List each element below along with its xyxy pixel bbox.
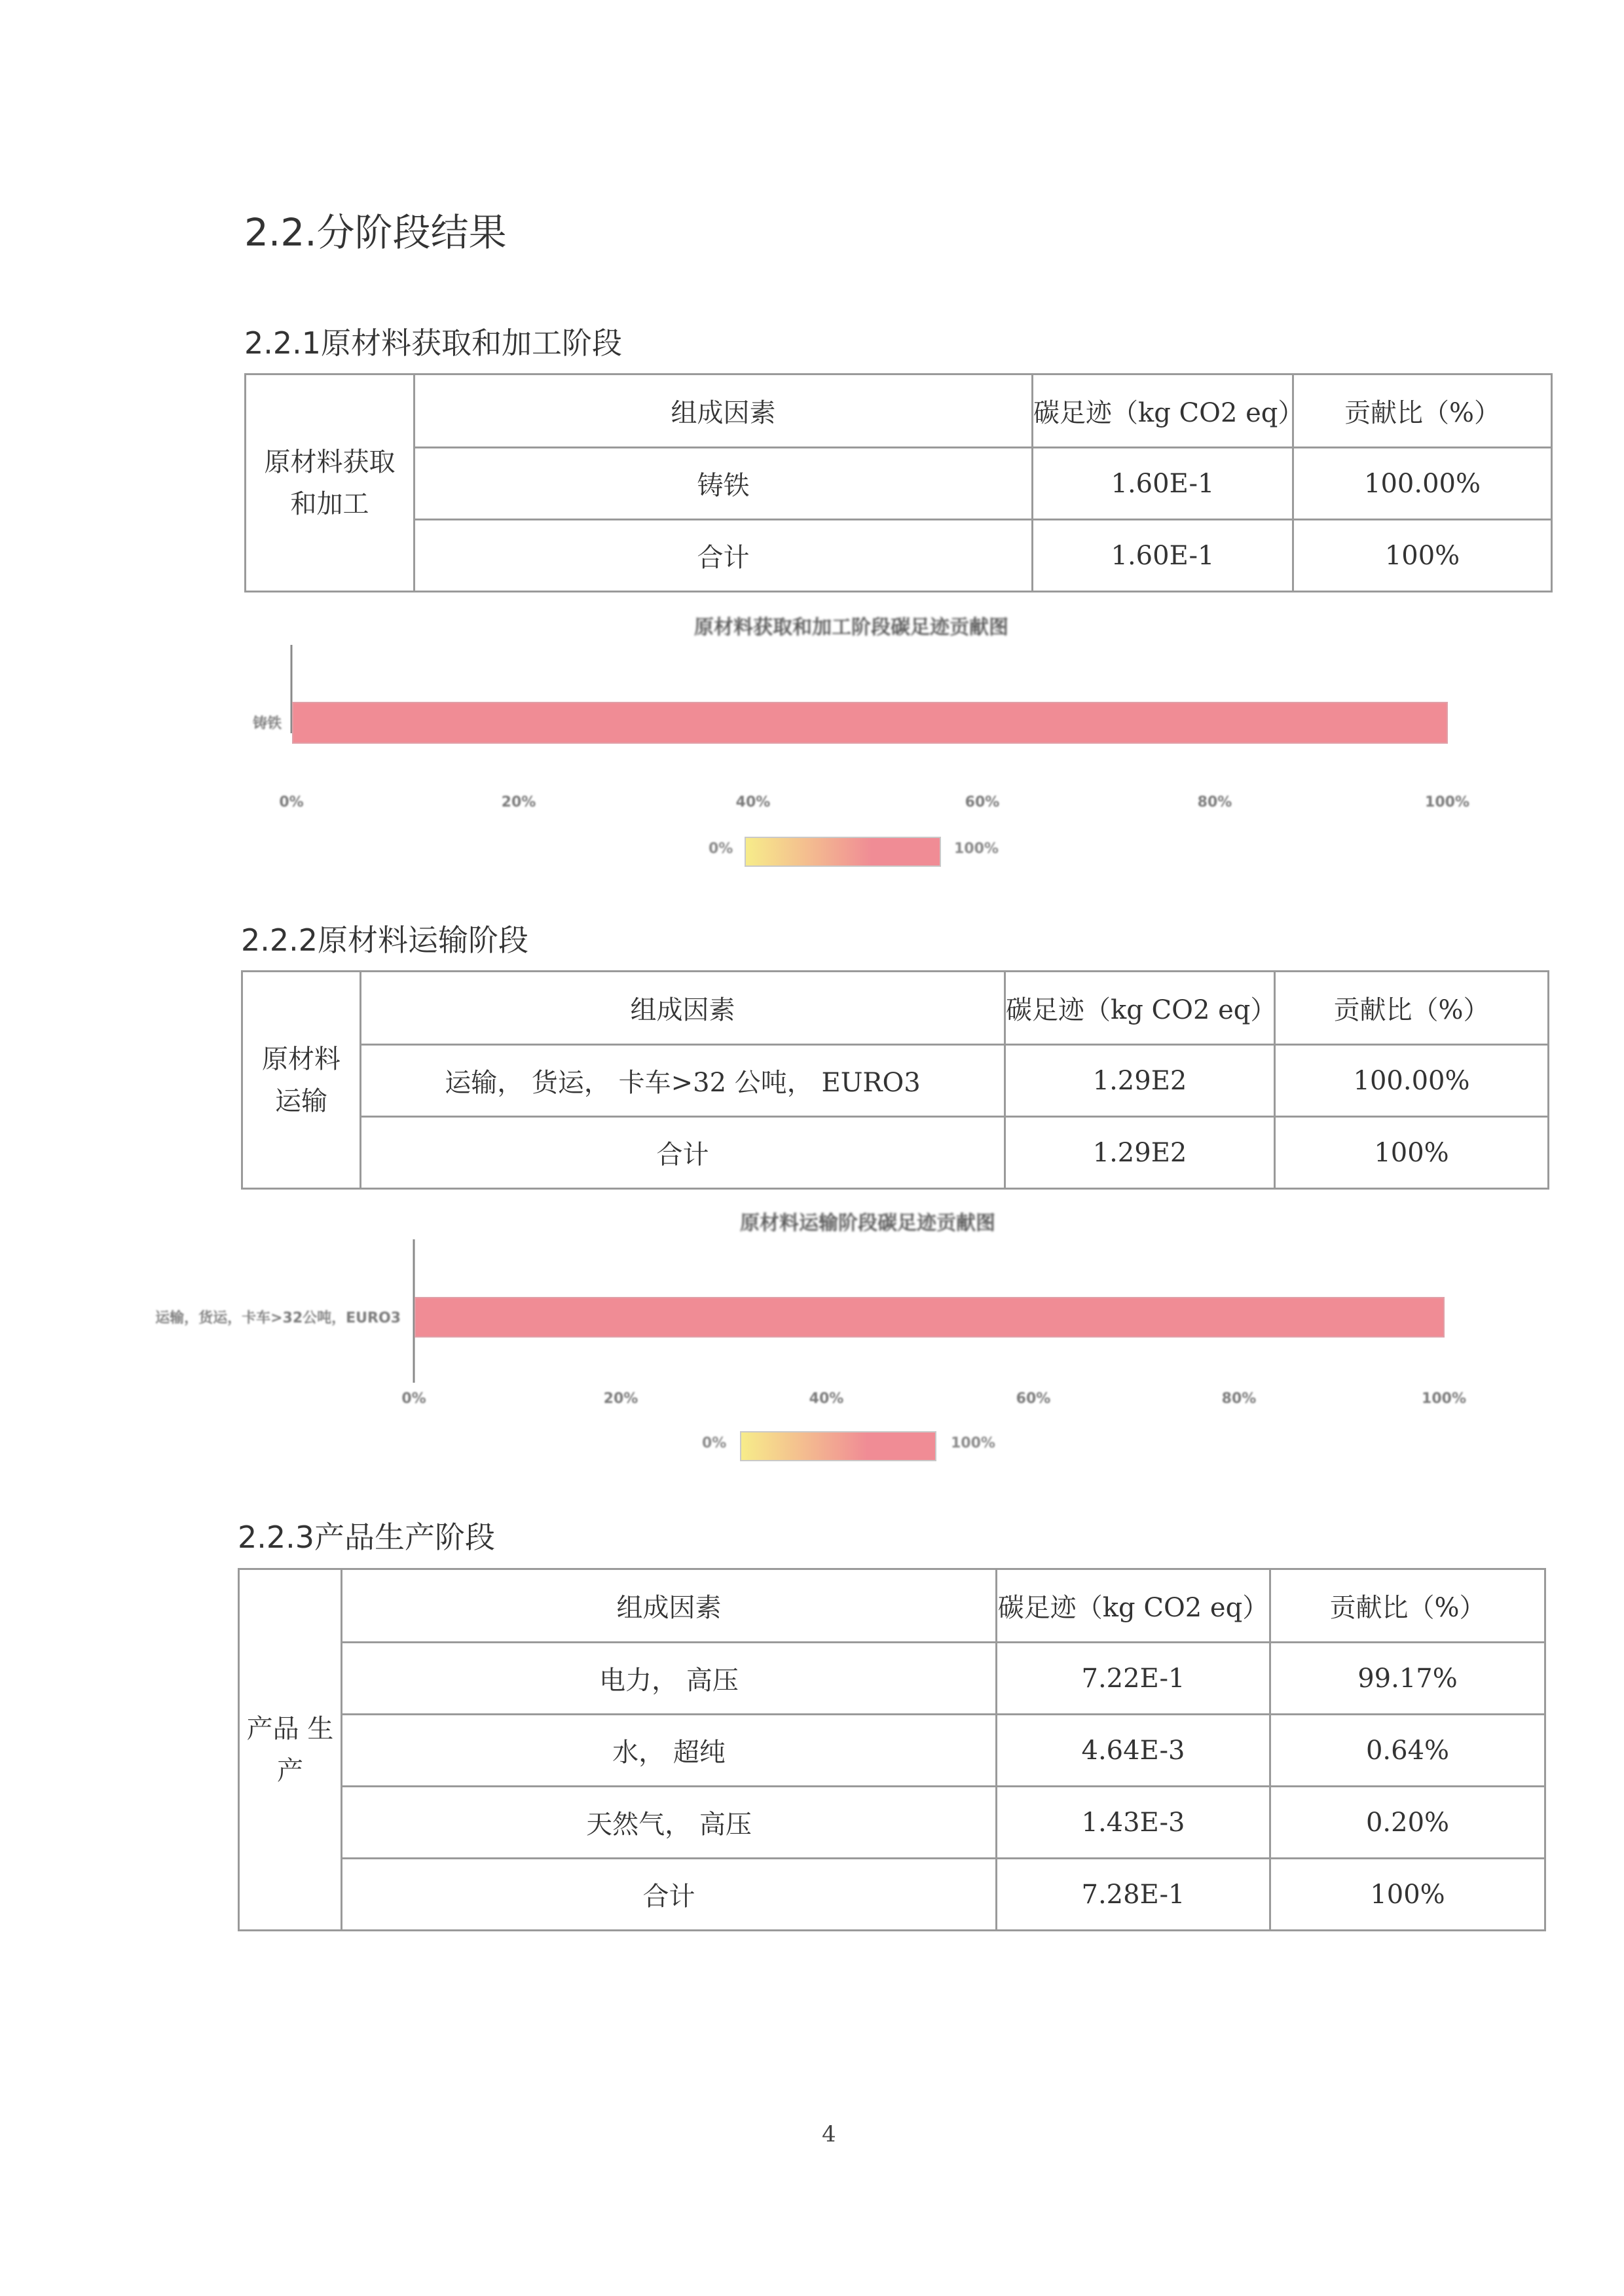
table-row [239,1715,1545,1787]
footprint-cell: 4.64E-3 [997,1715,1270,1787]
header-footprint: 碳足迹（kg CO2 eq） [1005,972,1275,1045]
stage-cell [242,972,361,1189]
total-footprint: 1.29E2 [1005,1117,1275,1189]
legend-max-label: 100% [954,841,999,857]
total-contribution: 100% [1293,520,1552,592]
header-contribution: 贡献比（%） [1275,972,1549,1045]
page-number: 4 [822,2121,836,2147]
contribution-cell: 100.00% [1293,448,1552,520]
factor-cell: 电力， 高压 [342,1643,997,1715]
contribution-cell: 99.17% [1270,1643,1545,1715]
header-contribution: 贡献比（%） [1293,374,1552,448]
header-footprint: 碳足迹（kg CO2 eq） [1033,374,1293,448]
footprint-cell: 1.29E2 [1005,1045,1275,1117]
total-label: 合计 [361,1117,1005,1189]
x-tick-label: 0% [279,794,304,811]
footprint-cell: 1.43E-3 [997,1787,1270,1859]
header-factor: 组成因素 [361,972,1005,1045]
header-factor: 组成因素 [342,1569,997,1643]
legend-min-label: 0% [709,841,733,857]
contribution-cell: 0.64% [1270,1715,1545,1787]
table-total-row [239,1859,1545,1931]
x-tick-label: 40% [809,1391,844,1407]
subsection-heading-3: 2.2.3产品生产阶段 [238,1520,496,1555]
footprint-cell: 7.22E-1 [997,1643,1270,1715]
legend-min-label: 0% [702,1435,727,1451]
total-contribution: 100% [1270,1859,1545,1931]
color-scale-legend [740,1431,936,1461]
category-label: 运输，货运，卡车>32公吨，EURO3 [155,1310,401,1326]
table-raw-material-transport [241,970,1549,1190]
stage-cell [239,1569,342,1931]
subsection-heading-2: 2.2.2原材料运输阶段 [241,922,529,958]
stage-label-line: 原材料 [262,1044,341,1074]
x-tick-label: 60% [1016,1391,1051,1407]
factor-cell: 铸铁 [415,448,1033,520]
x-tick-label: 60% [965,794,1000,811]
x-tick-label: 20% [603,1391,638,1407]
chart-title-2: 原材料运输阶段碳足迹贡献图 [740,1212,995,1235]
header-footprint: 碳足迹（kg CO2 eq） [997,1569,1270,1643]
stage-label-line: 原材料获取 [264,446,396,477]
color-scale-legend [745,837,941,867]
stage-label-line: 产 [277,1755,303,1786]
table-row [239,1643,1545,1715]
contribution-cell: 0.20% [1270,1787,1545,1859]
table-total-row [242,1117,1549,1189]
x-tick-label: 40% [735,794,771,811]
section-title: 2.2.分阶段结果 [244,210,507,255]
total-label: 合计 [415,520,1033,592]
x-tick-label: 100% [1425,794,1469,811]
total-footprint: 7.28E-1 [997,1859,1270,1931]
subsection-heading-1: 2.2.1原材料获取和加工阶段 [244,325,623,361]
legend-max-label: 100% [951,1435,995,1451]
total-contribution: 100% [1275,1117,1549,1189]
header-factor: 组成因素 [415,374,1033,448]
x-tick-label: 20% [501,794,536,811]
header-contribution: 贡献比（%） [1270,1569,1545,1643]
table-row [242,1045,1549,1117]
contribution-cell: 100.00% [1275,1045,1549,1117]
bar [415,1298,1444,1337]
factor-cell: 天然气， 高压 [342,1787,997,1859]
table-product-production [238,1568,1546,1931]
stage-label-line: 产品 生 [246,1713,334,1744]
bar [293,702,1447,743]
x-tick-label: 0% [401,1391,426,1407]
x-tick-label: 100% [1422,1391,1466,1407]
factor-cell: 运输， 货运， 卡车>32 公吨， EURO3 [361,1045,1005,1117]
x-tick-label: 80% [1197,794,1232,811]
total-footprint: 1.60E-1 [1033,520,1293,592]
total-label: 合计 [342,1859,997,1931]
x-tick-label: 80% [1221,1391,1257,1407]
footprint-cell: 1.60E-1 [1033,448,1293,520]
factor-cell: 水， 超纯 [342,1715,997,1787]
table-row [239,1787,1545,1859]
category-label: 铸铁 [252,716,282,732]
chart-title-1: 原材料获取和加工阶段碳足迹贡献图 [694,616,1008,639]
stage-label-line: 运输 [275,1085,327,1116]
stage-label-line: 和加工 [290,488,369,519]
